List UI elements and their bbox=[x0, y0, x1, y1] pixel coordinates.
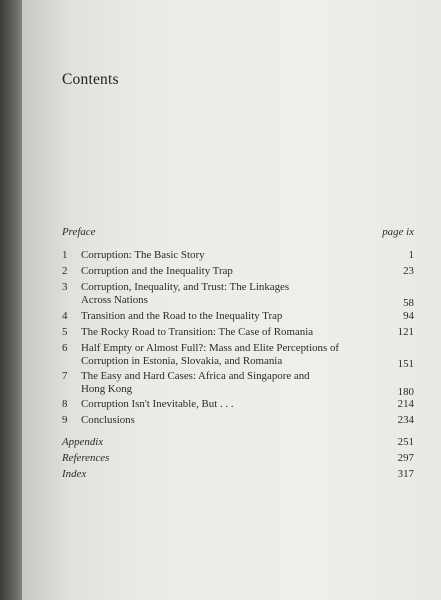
toc-backmatter-row bbox=[62, 452, 436, 465]
preface-page: page ix bbox=[382, 226, 414, 238]
chapter-title-line: Corruption in Estonia, Slovakia, and Romania bbox=[81, 354, 283, 367]
chapter-page-number: 94 bbox=[403, 310, 414, 322]
preface-label: Preface bbox=[62, 226, 96, 238]
chapter-number: 8 bbox=[62, 398, 68, 410]
chapter-title-line: The Easy and Hard Cases: Africa and Singapore and bbox=[81, 370, 310, 382]
chapter-title-line: Corruption and the Inequality Trap bbox=[81, 265, 233, 277]
toc-backmatter-row bbox=[62, 468, 436, 481]
backmatter-page-number: 297 bbox=[397, 452, 414, 464]
chapter-title-line: Conclusions bbox=[81, 414, 135, 426]
chapter-title-line: Corruption Isn't Inevitable, But . . . bbox=[81, 398, 234, 410]
chapter-title-line: Half Empty or Almost Full?: Mass and Elite Perceptions of bbox=[81, 342, 340, 354]
chapter-page-number: 23 bbox=[403, 265, 414, 277]
page-title: Contents bbox=[62, 71, 119, 88]
chapter-page-number: 234 bbox=[397, 414, 414, 426]
chapter-number: 6 bbox=[62, 342, 68, 354]
chapter-page-number: 180 bbox=[397, 385, 414, 398]
chapter-title-line: Transition and the Road to the Inequality Trap bbox=[81, 310, 283, 322]
backmatter-label: References bbox=[62, 452, 110, 464]
toc-preface bbox=[62, 226, 436, 238]
chapter-page-number: 1 bbox=[408, 249, 414, 261]
backmatter-page-number: 317 bbox=[397, 468, 414, 480]
chapter-number: 9 bbox=[62, 414, 68, 426]
backmatter-page-number: 251 bbox=[397, 436, 414, 448]
chapter-number: 7 bbox=[62, 370, 68, 382]
chapter-page-number: 121 bbox=[397, 326, 414, 338]
chapter-title-line: The Rocky Road to Transition: The Case of Romania bbox=[81, 326, 314, 338]
chapter-title-line: Across Nations bbox=[81, 293, 148, 306]
toc-backmatter-row bbox=[62, 436, 436, 449]
chapter-title-line: Hong Kong bbox=[81, 382, 133, 395]
chapter-number: 5 bbox=[62, 326, 68, 338]
chapter-page-number: 214 bbox=[397, 398, 414, 410]
chapter-page-number: 151 bbox=[397, 357, 414, 370]
chapter-number: 4 bbox=[62, 310, 68, 322]
chapter-title-line: Corruption: The Basic Story bbox=[81, 249, 205, 261]
chapter-number: 1 bbox=[62, 249, 68, 261]
chapter-number: 3 bbox=[62, 281, 68, 293]
chapter-number: 2 bbox=[62, 265, 68, 277]
chapter-title-line: Corruption, Inequality, and Trust: The Linkages bbox=[81, 281, 290, 293]
backmatter-label: Appendix bbox=[62, 436, 104, 448]
backmatter-label: Index bbox=[62, 468, 87, 480]
chapter-page-number: 58 bbox=[403, 296, 414, 309]
